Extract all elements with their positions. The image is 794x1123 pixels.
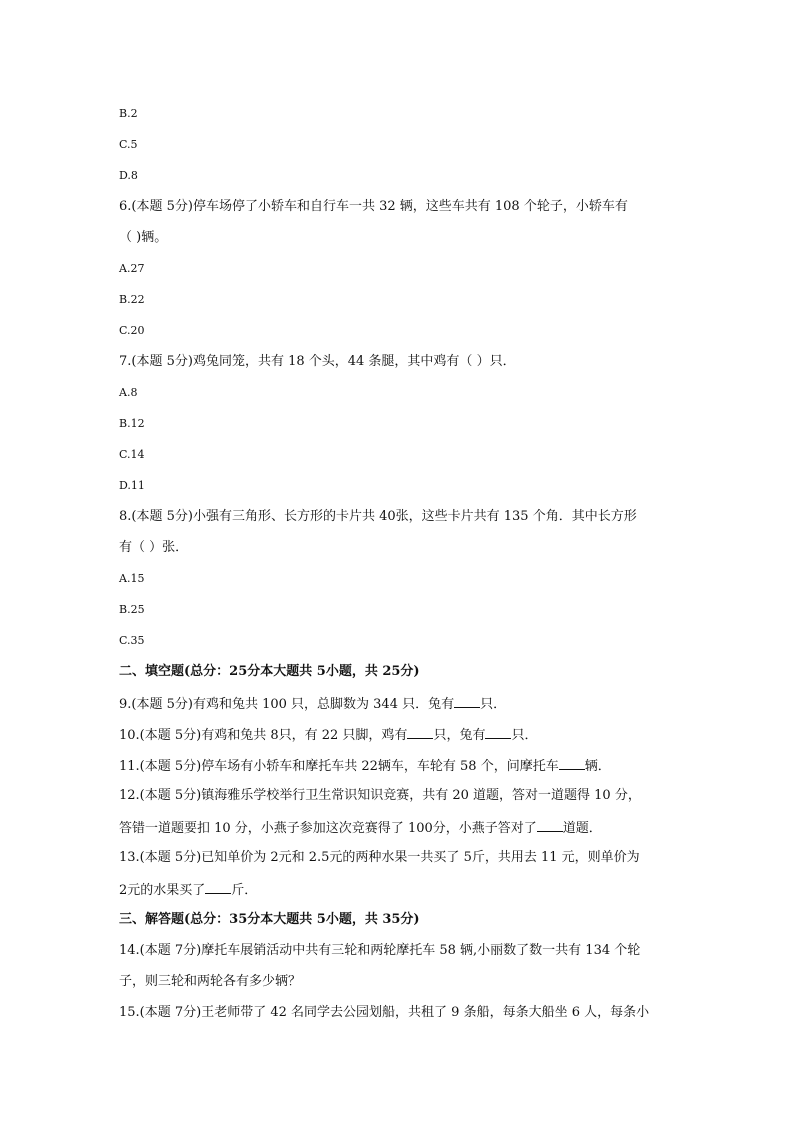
answer-blank	[485, 726, 511, 739]
answer-blank	[407, 726, 433, 739]
section-heading-solve: 三、解答题(总分：35分本大题共 5小题，共 35分)	[119, 912, 420, 927]
q8-option-a: A.15	[119, 572, 145, 585]
question-7-text: 7.(本题 5分)鸡兔同笼，共有 18 个头，44 条腿，其中鸡有（ ）只．	[119, 354, 516, 369]
q11-text-end: 辆．	[584, 759, 611, 774]
q10-text-mid: 只，兔有	[433, 728, 486, 743]
q13-text-end: 斤．	[231, 883, 258, 898]
question-6-text-cont: （ )辆。	[119, 230, 168, 245]
question-13-cont	[119, 881, 257, 899]
question-14-text-cont: 子，则三轮和两轮各有多少辆？	[119, 974, 302, 989]
q8-option-b: B.25	[119, 603, 145, 616]
question-15-text: 15.(本题 7分)王老师带了 42 名同学去公园划船，共租了 9 条船，每条大船坐 6 人，每条小	[119, 1005, 650, 1020]
q7-option-c: C.14	[119, 448, 145, 461]
q12-text-end: 道题．	[562, 821, 602, 836]
question-6-text: 6.(本题 5分)停车场停了小轿车和自行车一共 32 辆，这些车共有 108 个轮子，小轿车有	[119, 199, 628, 214]
q12-text-cont: 答错一道题要扣 10 分，小燕子参加这次竞赛得了 100分，小燕子答对了	[119, 821, 537, 836]
q11-text: 11.(本题 5分)停车场有小轿车和摩托车共 22辆车，车轮有 58 个，问摩托车	[119, 759, 559, 774]
answer-blank	[559, 757, 585, 770]
q13-text-cont: 2元的水果买了	[119, 883, 206, 898]
answer-blank	[537, 819, 563, 832]
question-13-text: 13.(本题 5分)已知单价为 2元和 2.5元的两种水果一共买了 5斤，共用去 11 元，则单价为	[119, 850, 640, 865]
q7-option-b: B.12	[119, 417, 145, 430]
q6-option-a: A.27	[119, 262, 145, 275]
q7-option-d: D.11	[119, 479, 145, 492]
question-9	[119, 695, 506, 713]
question-11	[119, 757, 611, 775]
question-12-cont	[119, 819, 602, 837]
q9-text-end: 只．	[480, 697, 507, 712]
option-d: D.8	[119, 169, 138, 182]
question-12-text: 12.(本题 5分)镇海雅乐学校举行卫生常识知识竞赛，共有 20 道题，答对一道题得 10 分，	[119, 788, 641, 803]
answer-blank	[454, 695, 480, 708]
q6-option-b: B.22	[119, 293, 145, 306]
section-heading-fill-in: 二、填空题(总分：25分本大题共 5小题，共 25分)	[119, 664, 420, 679]
question-8-text: 8.(本题 5分)小强有三角形、长方形的卡片共 40张，这些卡片共有 135 个角．其中长方形	[119, 509, 637, 524]
option-c: C.5	[119, 138, 138, 151]
q9-text: 9.(本题 5分)有鸡和兔共 100 只，总脚数为 344 只．兔有	[119, 697, 455, 712]
question-14-text: 14.(本题 7分)摩托车展销活动中共有三轮和两轮摩托车 58 辆,小丽数了数一共有 134 个轮	[119, 943, 641, 958]
question-10	[119, 726, 537, 744]
q10-text-end: 只．	[511, 728, 538, 743]
q10-text: 10.(本题 5分)有鸡和兔共 8只，有 22 只脚，鸡有	[119, 728, 408, 743]
answer-blank	[205, 881, 231, 894]
q8-option-c: C.35	[119, 634, 145, 647]
q7-option-a: A.8	[119, 386, 138, 399]
question-8-text-cont: 有（ ）张．	[119, 540, 189, 555]
q6-option-c: C.20	[119, 324, 145, 337]
option-b: B.2	[119, 107, 138, 120]
